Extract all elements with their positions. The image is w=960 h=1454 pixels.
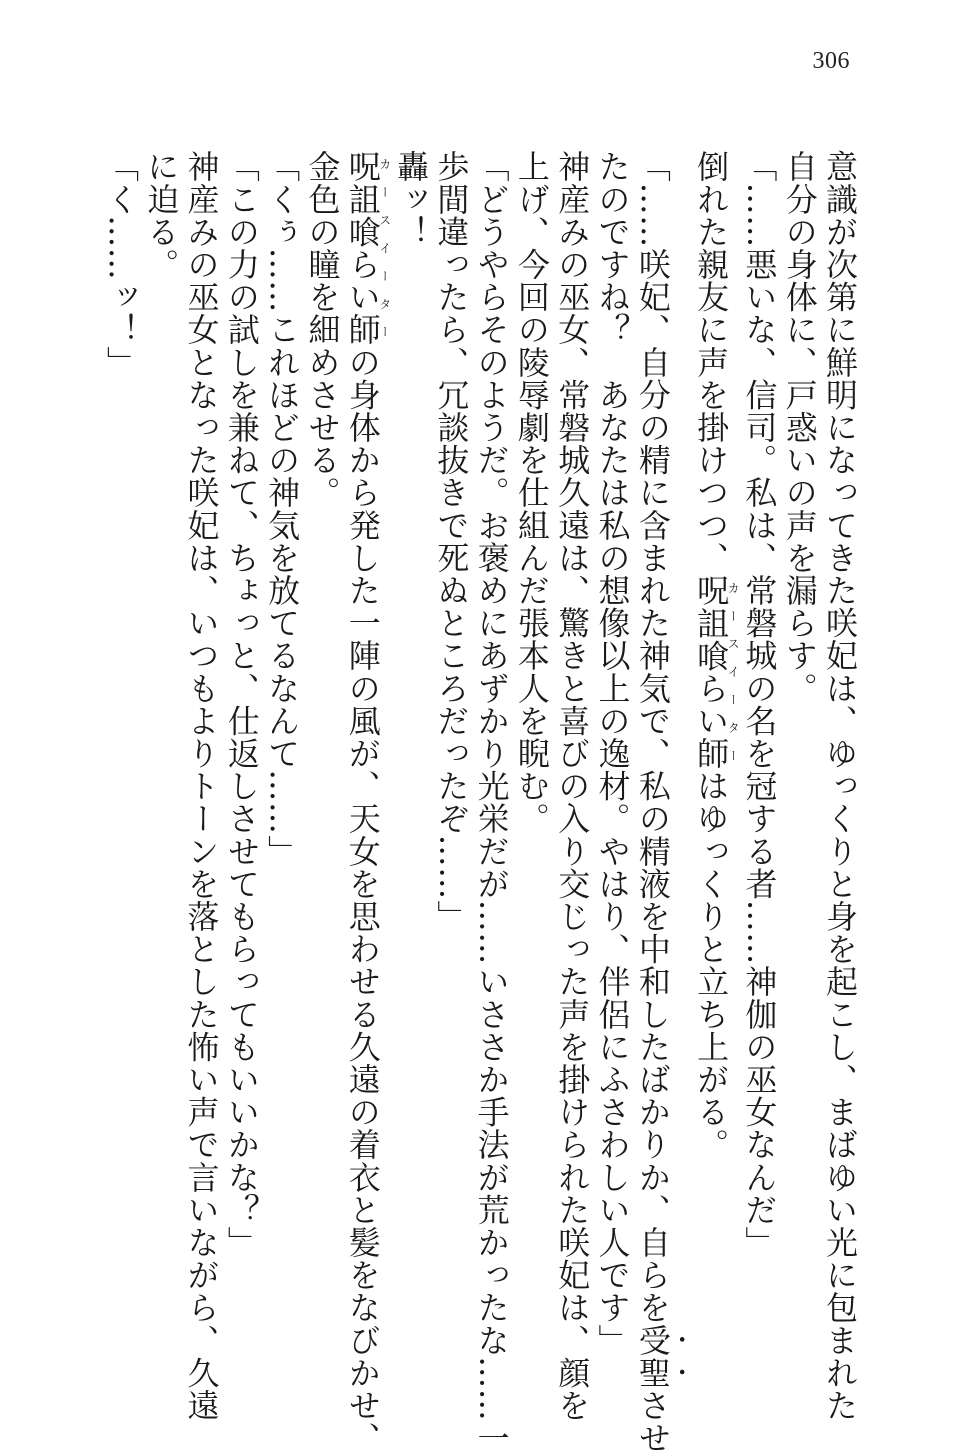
body-text [101,150,860,1454]
dialogue-line: 「くぅ……これほどの神気を放てるなんて……」 [263,150,302,868]
dialogue-line: 「く……ッ！」 [101,150,140,379]
text-segment: はゆっくりと立ち上がる。 [692,769,731,1161]
ruby-base: 呪詛喰らい師 [343,150,382,346]
dialogue-line: 「どうやらそのようだ。お褒めにあずかり光栄だが……いささか手法が荒かったな……一 [472,150,511,1454]
text-segment: の身体から発した一陣の風が、天女を思わせる久遠の着衣と髪をなびかせ、 [343,345,382,1454]
text-line: 神産みの巫女、常磐城久遠は、驚きと喜びの入り交じった声を掛けられた咲妃は、顔を [553,150,592,1422]
ruby-base: 呪詛喰らい師 [692,573,731,770]
dialogue-line: たのですね？ あなたは私の想像以上の逸材。やはり、伴侶にふさわしい人です」 [593,150,632,1357]
text-line [691,150,739,1320]
text-line: に迫る。 [142,150,181,281]
dialogue-line: 「……悪いな、信司。私は、常磐城の名を冠する者……神伽の巫女なんだ」 [740,150,779,1259]
text-segment: させ [633,1388,672,1454]
dialogue-line: 歩間違ったら、冗談抜きで死ぬところだったぞ……」 [432,150,471,933]
text-line: 轟ッ！ [392,150,431,248]
text-segment: 「……咲妃、自分の精に含まれた神気で、私の精液を中和したばかりか、自らを [633,150,672,1324]
text-segment: 倒れた親友に声を掛けつつ、 [692,150,731,574]
ruby-reading: カースイーター [726,573,741,770]
ruby-reading: カースイーター [377,150,392,346]
text-line: 自分の身体に、戸惑いの声を漏らす。 [780,150,819,705]
emphasis-term: 受聖 [633,1323,672,1389]
dialogue-line: 「この力の試しを兼ねて、ちょっと、仕返しさせてもらってもいいかな？」 [222,150,261,1259]
page-number: 306 [812,48,850,74]
text-line [342,150,392,1454]
text-line: 意識が次第に鮮明になってきた咲妃は、ゆっくりと身を起こし、まばゆい光に包まれた [821,150,859,1422]
ruby-term [692,573,741,770]
dialogue-line [633,150,691,1454]
text-line: 上げ、今回の陵辱劇を仕組んだ張本人を睨む。 [512,150,551,835]
ruby-term [343,150,392,346]
text-line: 金色の瞳を細めさせる。 [303,150,342,509]
text-line: 神産みの巫女となった咲妃は、いつもよりトーンを落とした怖い声で言いながら、久遠 [182,150,221,1422]
